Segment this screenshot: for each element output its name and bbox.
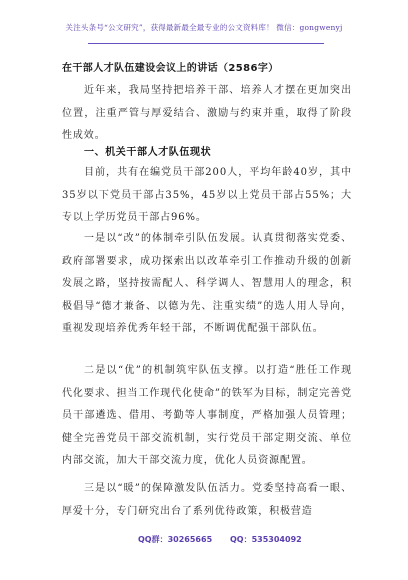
- staff-stats-paragraph: 目前，共有在编党员干部200人，平均年龄40岁，其中35岁以下党员干部占35%，45岁以上党员干部占55%；大专以上学历党员干部占96%。: [62, 167, 352, 224]
- header-divider: [88, 43, 324, 44]
- footer-qq: QQ：535304092: [230, 535, 302, 544]
- document-title: 在干部人才队伍建设会议上的讲话（2586字）: [62, 63, 279, 74]
- section-heading: 一、机关干部人才队伍现状: [84, 147, 212, 158]
- intro-paragraph: 近年来，我局坚持把培养干部、培养人才摆在更加突出位置，注重严管与厚爱结合、激励与约束并重，取得了阶段性成效。: [62, 85, 352, 142]
- mechanism-paragraph: 二是以“优”的机制筑牢队伍支撑。以打造“胜任工作现代化要求、担当工作现代化使命”的铁军为目标，制定完善党员干部遴选、借用、考勤等人事制度，严格加强人员管理；健全完善党员干部交流机制，实行党员干部定期交流、单位内部交流，加大干部交流力度，优化人员资源配置。: [62, 365, 352, 467]
- support-paragraph: 三是以“暖”的保障激发队伍活力。党委坚持高看一眼、厚爱十分，专门研究出台了系列优待政策，积极营造: [62, 483, 352, 517]
- reform-paragraph: 一是以“改”的体制牵引队伍发展。认真贯彻落实党委、政府部署要求，成功探索出以改革牵引工作推动升级的创新发展之路，坚持按需配人、科学调人、智慧用人的理念，积极倡导“德才兼备、以德为先、注重实绩”的选人用人导向，重视发现培养优秀年轻干部，不断调优配强干部队伍。: [62, 233, 352, 335]
- footer-qq-group: QQ群：30265665: [138, 535, 213, 544]
- header-notice: 关注头条号“公文研究”，获得最新最全最专业的公文资料库！ 微信：gongwenyj: [65, 23, 343, 32]
